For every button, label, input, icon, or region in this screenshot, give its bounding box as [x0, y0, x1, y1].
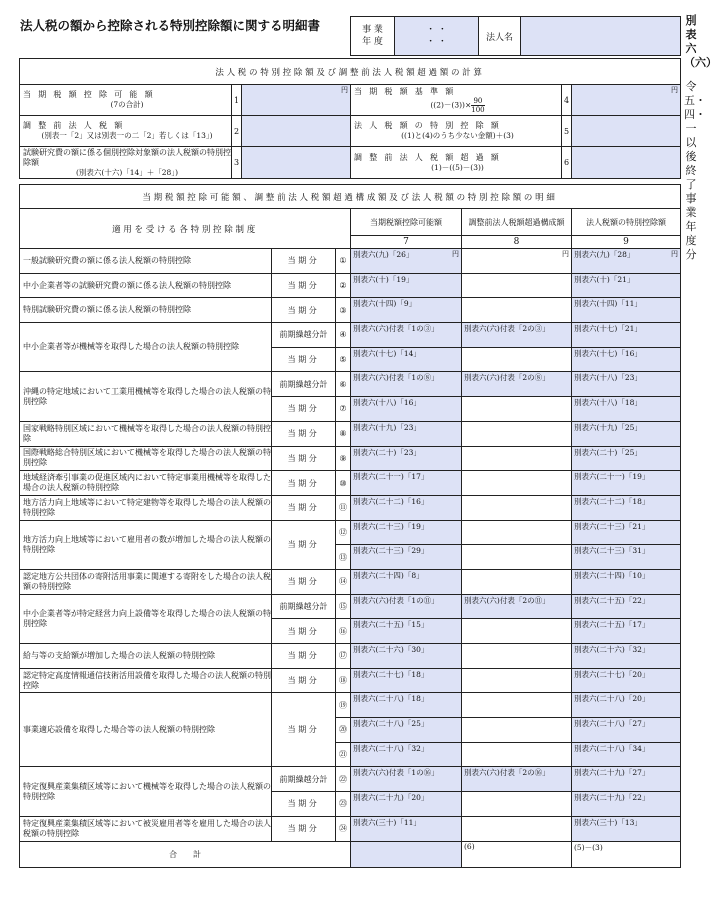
amount-col-7[interactable]	[351, 372, 462, 397]
ref-col-7: 別表六(三十)「11」	[353, 817, 421, 827]
amount-col-8[interactable]	[462, 594, 572, 619]
yen-mark: 円	[562, 250, 569, 258]
amount-col-9[interactable]	[572, 545, 681, 570]
table-row	[20, 421, 681, 446]
table-row	[20, 693, 681, 718]
amount-col-8	[462, 718, 572, 743]
ref-col-7: 別表六(二十七)「18」	[353, 669, 429, 679]
credit-name: 一般試験研究費の額に係る法人税額の特別控除	[20, 249, 272, 274]
credit-period: 前期繰越分計	[272, 372, 336, 397]
table-row	[20, 471, 681, 496]
line-3-number: 3	[232, 147, 242, 179]
ref-col-9: 別表六(二十七)「20」	[574, 669, 650, 679]
credit-period: 前期繰越分計	[272, 594, 336, 619]
ref-col-7: 別表六(二十八)「18」	[353, 694, 429, 704]
row-number: ⑬	[336, 545, 351, 570]
table-row	[20, 372, 681, 397]
ref-col-7: 別表六(六)付表「1の③」	[353, 324, 439, 334]
ref-col-9: 別表六(三十)「13」	[574, 817, 642, 827]
ref-col-8: 別表六(六)付表「2の⑧」	[464, 373, 550, 383]
ref-col-9: 別表六(二十三)「31」	[574, 546, 650, 556]
amount-col-9[interactable]	[572, 446, 681, 471]
amount-col-7[interactable]	[351, 619, 462, 644]
fiscal-year-label: 事 業 年 度	[351, 17, 395, 56]
amount-col-8	[462, 471, 572, 496]
amount-col-9[interactable]	[572, 372, 681, 397]
amount-col-7[interactable]	[351, 594, 462, 619]
form-version: 令五・四・一以後終了事業年度分	[684, 80, 706, 261]
amount-col-8	[462, 520, 572, 545]
row-number: ㉒	[336, 767, 351, 792]
ref-col-9: 別表六(十四)「11」	[574, 299, 642, 309]
ref-col-7: 別表六(九)「26」	[353, 250, 414, 259]
ref-col-7: 別表六(二十四)「8」	[353, 570, 424, 580]
credit-period: 前期繰越分計	[272, 767, 336, 792]
credit-period: 当期分	[272, 520, 336, 569]
credit-name: 地方活力向上地域等において特定建物等を取得した場合の法人税額の特別控除	[20, 495, 272, 520]
total-row	[20, 841, 681, 867]
ref-col-9: 別表六(二十二)「18」	[574, 496, 650, 506]
row-number: ⑳	[336, 718, 351, 743]
ref-col-8: 別表六(六)付表「2の③」	[464, 324, 550, 334]
amount-col-7[interactable]	[351, 718, 462, 743]
row-number: ⑪	[336, 495, 351, 520]
total-col-8	[462, 841, 572, 867]
credit-period: 当期分	[272, 668, 336, 693]
table-row	[20, 644, 681, 669]
ref-col-9: 別表六(二十九)「22」	[574, 793, 650, 803]
amount-col-7[interactable]	[351, 668, 462, 693]
side-form-id	[684, 14, 717, 262]
credit-period: 当期分	[272, 792, 336, 817]
line-5-label: 法人税額の特別控除額 ((1)と(4)のうち少ない金額)＋(3)	[351, 116, 562, 147]
amount-col-7[interactable]	[351, 545, 462, 570]
table-row	[20, 298, 681, 323]
row-number: ⑥	[336, 372, 351, 397]
ref-col-9: 別表六(九)「28」	[574, 250, 635, 259]
amount-col-8	[462, 742, 572, 767]
table-row	[20, 816, 681, 841]
credit-period: 前期繰越分計	[272, 323, 336, 348]
line-2-label: 調整前法人税額 (別表一「2」又は別表一の二「2」若しくは「13」)	[20, 116, 232, 147]
credit-period: 当期分	[272, 347, 336, 372]
row-number: ⑱	[336, 668, 351, 693]
amount-col-9[interactable]	[572, 323, 681, 348]
row-number: ⑰	[336, 644, 351, 669]
amount-col-8	[462, 446, 572, 471]
ref-col-9: 別表六(十八)「18」	[574, 398, 642, 408]
ref-col-7: 別表六(十九)「23」	[353, 422, 421, 432]
credit-name: 認定地方公共団体の寄附活用事業に関連する寄附をした場合の法人税額の特別控除	[20, 569, 272, 594]
ref-col-7: 別表六(二十三)「19」	[353, 521, 429, 531]
line-6-label: 調整前法人税額超過額 (1)－((5)－(3))	[351, 147, 562, 179]
fiscal-year-field[interactable]: ・ ・ ・ ・	[395, 17, 479, 56]
amount-col-7[interactable]	[351, 742, 462, 767]
ref-col-9: 別表六(二十八)「34」	[574, 743, 650, 753]
row-number: ㉔	[336, 816, 351, 841]
credit-period: 当期分	[272, 397, 336, 422]
amount-col-9[interactable]	[572, 520, 681, 545]
amount-col-8	[462, 644, 572, 669]
table-row	[20, 323, 681, 348]
ref-col-9: 別表六(十)「21」	[574, 274, 635, 284]
amount-col-8	[462, 249, 572, 274]
credit-name: 地方活力向上地域等において雇用者の数が増加した場合の法人税額の特別控除	[20, 520, 272, 569]
table-row	[20, 668, 681, 693]
amount-col-7[interactable]	[351, 767, 462, 792]
table-row	[20, 495, 681, 520]
credit-period: 当期分	[272, 816, 336, 841]
credit-name: 事業適応設備を取得した場合等の法人税額の特別控除	[20, 693, 272, 767]
total-ref-9: (5)－(3)	[574, 842, 603, 852]
ref-col-7: 別表六(二十九)「20」	[353, 793, 429, 803]
ref-col-9: 別表六(二十八)「20」	[574, 694, 650, 704]
credit-name: 給与等の支給額が増加した場合の法人税額の特別控除	[20, 644, 272, 669]
column-head-credit-system: 適用を受ける各特別控除制度	[20, 209, 351, 249]
amount-col-7[interactable]	[351, 273, 462, 298]
section-1-heading: 法人税の特別控除額及び調整前法人税額超過額の計算	[20, 59, 681, 85]
ref-col-7: 別表六(十七)「14」	[353, 348, 421, 358]
total-col-7[interactable]	[351, 841, 462, 867]
ref-col-7: 別表六(二十八)「32」	[353, 743, 429, 753]
ref-col-7: 別表六(六)付表「1の⑧」	[353, 373, 439, 383]
ref-col-9: 別表六(二十一)「19」	[574, 472, 650, 482]
amount-col-9[interactable]	[572, 742, 681, 767]
amount-col-8[interactable]	[462, 767, 572, 792]
amount-col-7[interactable]	[351, 323, 462, 348]
amount-col-7[interactable]	[351, 298, 462, 323]
amount-col-8	[462, 273, 572, 298]
form-title: 法人税の額から控除される特別控除額に関する明細書	[20, 18, 321, 33]
header-table	[350, 16, 681, 56]
amount-col-8	[462, 693, 572, 718]
amount-col-9[interactable]	[572, 249, 681, 274]
row-number: ③	[336, 298, 351, 323]
amount-col-9[interactable]	[572, 471, 681, 496]
ref-col-8: 別表六(六)付表「2の⑯」	[464, 768, 550, 778]
amount-col-9[interactable]	[572, 347, 681, 372]
credit-name: 中小企業者等の試験研究費の額に係る法人税額の特別控除	[20, 273, 272, 298]
ref-col-8: 別表六(六)付表「2の⑪」	[464, 595, 550, 605]
row-number: ⑩	[336, 471, 351, 496]
amount-col-9[interactable]	[572, 668, 681, 693]
amount-col-8[interactable]	[462, 372, 572, 397]
row-number: ⑯	[336, 619, 351, 644]
ref-col-7: 別表六(二十三)「29」	[353, 546, 429, 556]
line-6-amount[interactable]	[572, 147, 681, 179]
amount-col-8	[462, 421, 572, 446]
table-row	[20, 767, 681, 792]
amount-col-9[interactable]	[572, 619, 681, 644]
amount-col-8	[462, 495, 572, 520]
amount-col-9[interactable]	[572, 767, 681, 792]
amount-col-7[interactable]	[351, 397, 462, 422]
amount-col-8	[462, 619, 572, 644]
column-head-7: 当期税額控除可能額	[351, 209, 462, 236]
ref-col-9: 別表六(二十八)「27」	[574, 719, 650, 729]
section-1-table	[19, 58, 681, 179]
line-4-number: 4	[562, 85, 572, 116]
credit-period: 当期分	[272, 693, 336, 767]
ref-col-7: 別表六(二十二)「16」	[353, 496, 429, 506]
line-5-amount[interactable]	[572, 116, 681, 147]
line-1-amount[interactable]: 円	[242, 85, 351, 116]
ref-col-7: 別表六(二十五)「15」	[353, 620, 429, 630]
table-row	[20, 569, 681, 594]
line-3-label: 試験研究費の額に係る個別控除対象額の法人税額の特別控除額 (別表六(十六)「14」＋「28」)	[20, 147, 232, 179]
amount-col-7[interactable]	[351, 249, 462, 274]
section-2-table	[19, 184, 681, 868]
credit-period: 当期分	[272, 273, 336, 298]
amount-col-8	[462, 545, 572, 570]
amount-col-8	[462, 347, 572, 372]
amount-col-7[interactable]	[351, 347, 462, 372]
amount-col-7[interactable]	[351, 495, 462, 520]
line-1-label: 当期税額控除可能額 (7の合計)	[20, 85, 232, 116]
amount-col-9[interactable]	[572, 693, 681, 718]
amount-col-8	[462, 668, 572, 693]
amount-col-7[interactable]	[351, 644, 462, 669]
yen-mark: 円	[671, 250, 678, 258]
credit-period: 当期分	[272, 446, 336, 471]
ref-col-9: 別表六(二十六)「32」	[574, 645, 650, 654]
ref-col-9: 別表六(二十四)「10」	[574, 570, 650, 580]
amount-col-8[interactable]	[462, 323, 572, 348]
amount-col-7[interactable]	[351, 471, 462, 496]
table-row	[20, 446, 681, 471]
column-head-9: 法人税額の特別控除額	[572, 209, 681, 236]
amount-col-7[interactable]	[351, 446, 462, 471]
table-row	[20, 249, 681, 274]
row-number: ⑭	[336, 569, 351, 594]
amount-col-8	[462, 792, 572, 817]
amount-col-9[interactable]	[572, 644, 681, 669]
line-2-number: 2	[232, 116, 242, 147]
ref-col-7: 別表六(二十八)「25」	[353, 719, 429, 729]
line-1-number: 1	[232, 85, 242, 116]
credit-period: 当期分	[272, 495, 336, 520]
ref-col-7: 別表六(十)「19」	[353, 274, 414, 284]
credit-period: 当期分	[272, 569, 336, 594]
line-2-amount[interactable]	[242, 116, 351, 147]
table-row	[20, 520, 681, 545]
ref-col-9: 別表六(十九)「25」	[574, 422, 642, 432]
credit-name: 地域経済牽引事業の促進区域内において特定事業用機械等を取得した場合の法人税額の特別控除	[20, 471, 272, 496]
row-number: ⑮	[336, 594, 351, 619]
column-number-7: 7	[351, 236, 462, 249]
amount-col-7[interactable]	[351, 520, 462, 545]
table-row	[20, 273, 681, 298]
ref-col-9: 別表六(二十三)「21」	[574, 521, 650, 531]
ref-col-9: 別表六(十八)「23」	[574, 373, 642, 383]
credit-period: 当期分	[272, 298, 336, 323]
row-number: ⑤	[336, 347, 351, 372]
column-number-9: 9	[572, 236, 681, 249]
line-3-amount[interactable]	[242, 147, 351, 179]
amount-col-8	[462, 569, 572, 594]
row-number: ⑲	[336, 693, 351, 718]
row-number: ⑦	[336, 397, 351, 422]
amount-col-8	[462, 816, 572, 841]
amount-col-9[interactable]	[572, 273, 681, 298]
credit-name: 中小企業者等が特定経営力向上設備等を取得した場合の法人税額の特別控除	[20, 594, 272, 643]
amount-col-7[interactable]	[351, 693, 462, 718]
total-label: 合 計	[20, 841, 351, 867]
yen-mark: 円	[452, 250, 459, 258]
amount-col-9[interactable]	[572, 792, 681, 817]
row-number: ②	[336, 273, 351, 298]
amount-col-7[interactable]	[351, 421, 462, 446]
amount-col-7[interactable]	[351, 792, 462, 817]
credit-name: 特定復興産業集積区域等において機械等を取得した場合の法人税額の特別控除	[20, 767, 272, 816]
amount-col-9[interactable]	[572, 421, 681, 446]
amount-col-9[interactable]	[572, 594, 681, 619]
corp-name-field[interactable]	[521, 17, 681, 56]
amount-col-7[interactable]	[351, 569, 462, 594]
column-head-8: 調整前法人税額超過構成額	[462, 209, 572, 236]
ref-col-7: 別表六(十八)「16」	[353, 398, 421, 408]
ref-col-7: 別表六(二十一)「17」	[353, 472, 429, 482]
total-ref-8: (6)	[464, 841, 475, 851]
amount-col-7[interactable]	[351, 816, 462, 841]
credit-name: 国家戦略特別区域において機械等を取得した場合の法人税額の特別控除	[20, 421, 272, 446]
form-number: 別表六（六）	[684, 14, 717, 69]
amount-col-9[interactable]	[572, 718, 681, 743]
amount-col-9[interactable]	[572, 298, 681, 323]
ref-col-7: 別表六(二十)「23」	[353, 447, 421, 457]
ref-col-7: 別表六(六)付表「1の⑯」	[353, 768, 439, 778]
amount-col-9[interactable]	[572, 397, 681, 422]
row-number: ㉓	[336, 792, 351, 817]
credit-name: 国際戦略総合特別区域において機械等を取得した場合の法人税額の特別控除	[20, 446, 272, 471]
ref-col-9: 別表六(十七)「21」	[574, 324, 642, 334]
amount-col-9[interactable]	[572, 569, 681, 594]
amount-col-9[interactable]	[572, 816, 681, 841]
row-number: ①	[336, 249, 351, 274]
amount-col-8	[462, 397, 572, 422]
ref-col-7: 別表六(六)付表「1の⑪」	[353, 595, 439, 605]
amount-col-8	[462, 298, 572, 323]
credit-period: 当期分	[272, 249, 336, 274]
column-number-8: 8	[462, 236, 572, 249]
credit-period: 当期分	[272, 471, 336, 496]
ref-col-9: 別表六(二十)「25」	[574, 447, 642, 457]
ref-col-9: 別表六(二十九)「27」	[574, 768, 650, 778]
credit-name: 特別試験研究費の額に係る法人税額の特別控除	[20, 298, 272, 323]
row-number: ⑨	[336, 446, 351, 471]
row-number: ㉑	[336, 742, 351, 767]
credit-period: 当期分	[272, 644, 336, 669]
section-2-heading: 当期税額控除可能額、調整前法人税額超過構成額及び法人税額の特別控除額の明細	[20, 185, 681, 209]
line-5-number: 5	[562, 116, 572, 147]
credit-name: 特定復興産業集積区域等において被災雇用者等を雇用した場合の法人税額の特別控除	[20, 816, 272, 841]
amount-col-9[interactable]	[572, 495, 681, 520]
row-number: ④	[336, 323, 351, 348]
line-6-number: 6	[562, 147, 572, 179]
ref-col-7: 別表六(二十六)「30」	[353, 645, 429, 654]
line-4-amount[interactable]: 円	[572, 85, 681, 116]
credit-period: 当期分	[272, 421, 336, 446]
ref-col-9: 別表六(二十五)「22」	[574, 595, 650, 605]
row-number: ⑫	[336, 520, 351, 545]
table-row	[20, 594, 681, 619]
credit-name: 中小企業者等が機械等を取得した場合の法人税額の特別控除	[20, 323, 272, 372]
ref-col-7: 別表六(十四)「9」	[353, 299, 417, 309]
corp-name-label: 法人名	[479, 17, 521, 56]
ref-col-9: 別表六(十七)「16」	[574, 348, 642, 358]
credit-period: 当期分	[272, 619, 336, 644]
ref-col-9: 別表六(二十五)「17」	[574, 620, 650, 630]
credit-name: 認定特定高度情報通信技術活用設備を取得した場合の法人税額の特別控除	[20, 668, 272, 693]
credit-name: 沖縄の特定地域において工業用機械等を取得した場合の法人税額の特別控除	[20, 372, 272, 421]
row-number: ⑧	[336, 421, 351, 446]
total-col-9	[572, 841, 681, 867]
line-4-label: 当期税額基準額 ((2)－(3))× $\frac{90}{100}$	[351, 85, 562, 116]
